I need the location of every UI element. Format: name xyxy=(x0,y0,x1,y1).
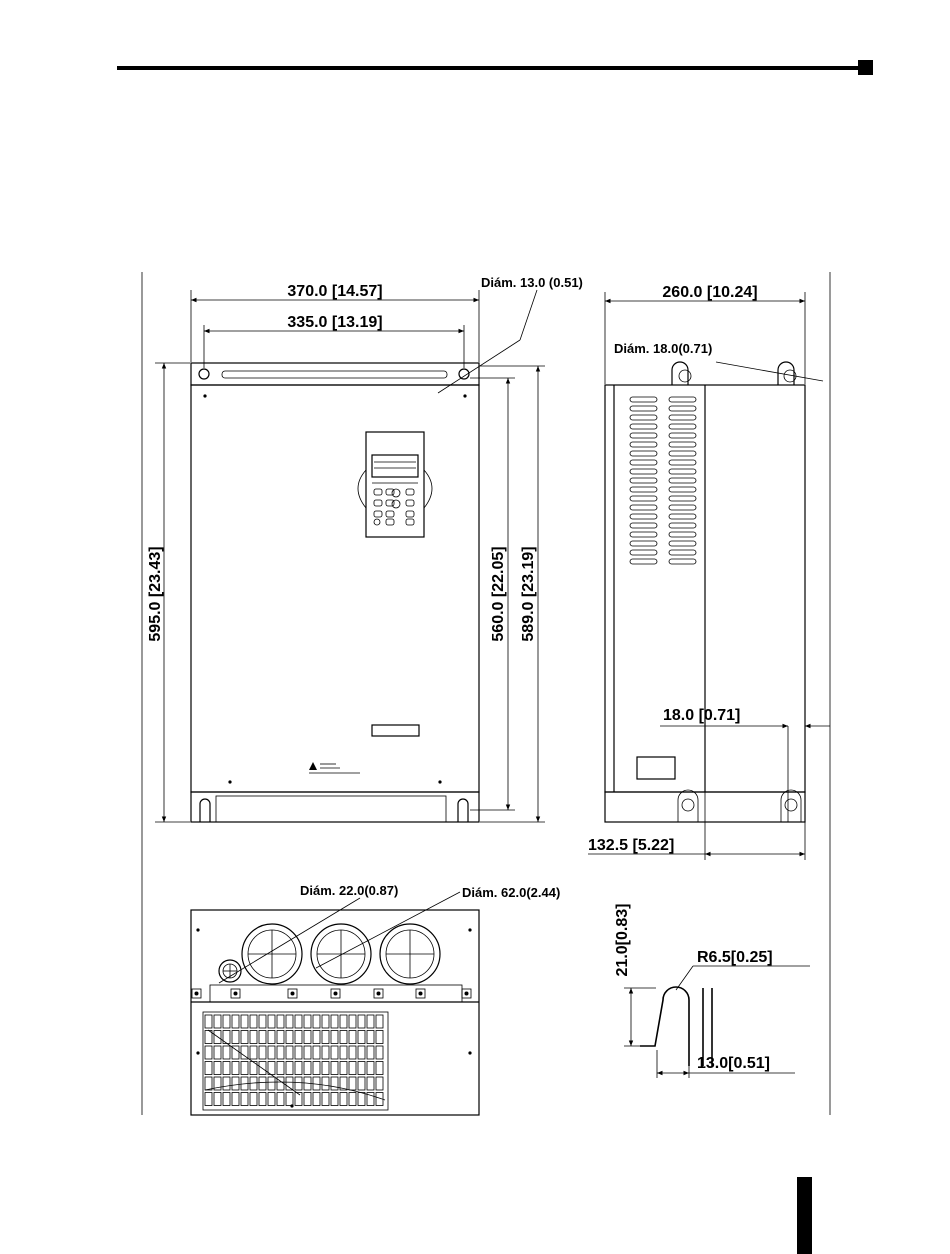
front-dimensions xyxy=(155,290,545,822)
large-knockout-label: Diám. 62.0(2.44) xyxy=(462,885,561,900)
bottom-view xyxy=(191,910,479,1115)
overall-height-label: 595.0 [23.43] xyxy=(147,546,164,642)
hole-spacing-label: 335.0 [13.19] xyxy=(287,314,383,331)
keypad-icon xyxy=(358,432,432,537)
fan-grille xyxy=(203,1012,388,1110)
side-hole-diameter-label: Diám. 18.0(0.71) xyxy=(614,341,713,356)
front-view xyxy=(191,363,479,822)
small-knockout-label: Diám. 22.0(0.87) xyxy=(300,883,399,898)
front-hole-diameter-label: Diám. 13.0 (0.51) xyxy=(481,275,583,290)
side-vents xyxy=(630,397,696,564)
lower-depth-label: 132.5 [5.22] xyxy=(588,837,675,854)
bottom-dimensions xyxy=(219,892,460,983)
overall-width-label: 370.0 [14.57] xyxy=(287,283,383,300)
depth-label: 260.0 [10.24] xyxy=(662,284,758,301)
slot-depth-label: 21.0[0.83] xyxy=(614,903,631,977)
mounting-bosses xyxy=(192,989,471,998)
hole-height-label: 560.0 [22.05] xyxy=(490,546,507,642)
warning-triangle-icon xyxy=(309,762,360,773)
flange-offset-label: 18.0 [0.71] xyxy=(663,707,741,724)
slot-radius-label: R6.5[0.25] xyxy=(697,949,773,966)
side-view xyxy=(605,362,805,822)
conduit-knockouts xyxy=(219,924,440,984)
slot-width-label: 13.0[0.51] xyxy=(697,1055,770,1072)
body-height-label: 589.0 [23.19] xyxy=(520,546,537,642)
